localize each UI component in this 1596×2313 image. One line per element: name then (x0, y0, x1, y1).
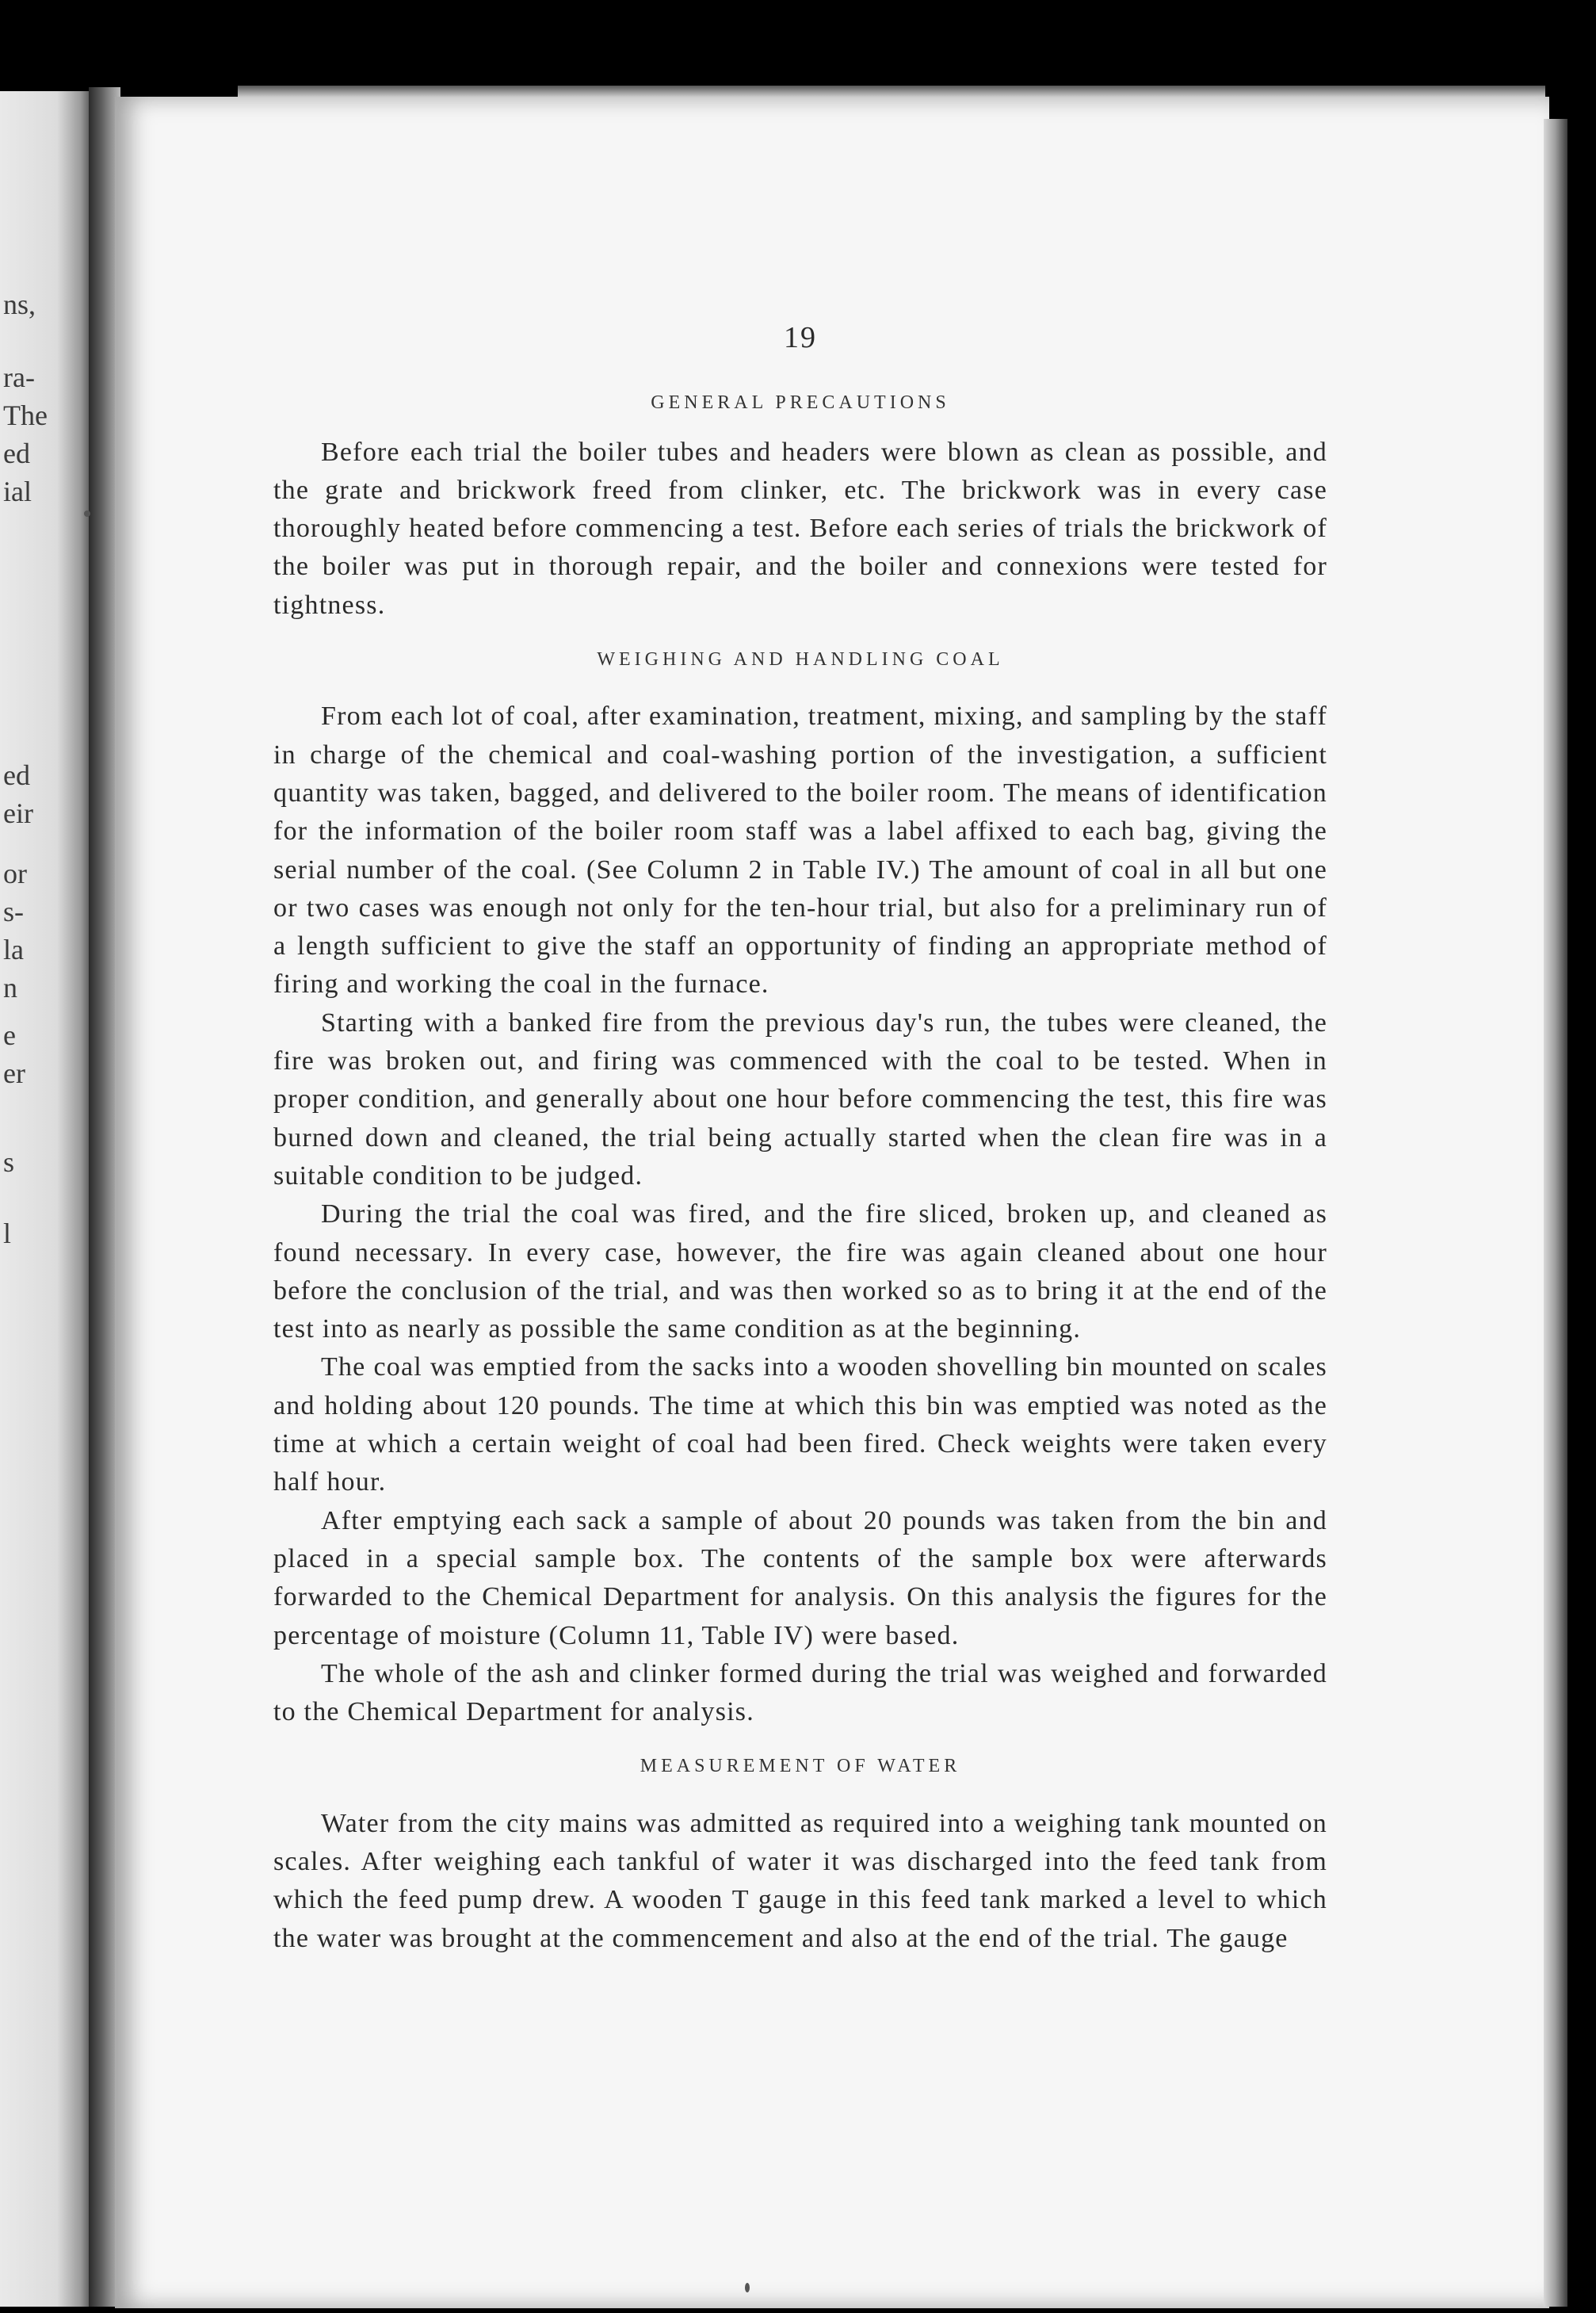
left-fragment: ed (3, 759, 30, 791)
left-fragment: la (3, 934, 24, 965)
paragraph: The coal was emptied from the sacks into a wooden shovelling bin mounted on scales and holding about 120 pounds. The time at which this bin was emptied was noted as the time at which a certain weight of coal had been fired. Check weights were taken every half hour. (273, 1352, 1327, 1497)
book-page (115, 97, 1549, 2308)
section-heading: WEIGHING AND HANDLING COAL (597, 649, 1004, 671)
section-heading: MEASUREMENT OF WATER (640, 1756, 961, 1777)
dust-speck (84, 510, 90, 517)
left-fragment: ed (3, 438, 30, 469)
page-right-edge (1544, 119, 1567, 2307)
left-fragment: s (3, 1146, 15, 1178)
paragraph: Starting with a banked fire from the previous day's run, the tubes were cleaned, the fire was broken out, and firing was commenced with the coal to be tested. When in proper condition, and generally about one hour before commencing the test, this fire was burned down and cleaned, the trial being actually started when the clean fire was in a suitable condition to be judged. (273, 1007, 1327, 1191)
page-top-edge (238, 86, 1545, 97)
left-fragment: ial (3, 476, 32, 507)
paragraph: After emptying each sack a sample of about 20 pounds was taken from the bin and placed in a special sample box. The contents of the sample box were afterwards forwarded to the Chemical Department for analysis. On this analysis the figures for the percentage of moisture (Column 11, Table IV) were based. (273, 1505, 1327, 1650)
left-fragment: The (3, 400, 48, 431)
left-fragment: eir (3, 797, 33, 829)
paragraph: Water from the city mains was admitted as required into a weighing tank mounted on scales. After weighing each tankful of water it was discharged into the feed tank from which the feed pump drew. A wooden T gauge in this feed tank marked a level to which the water was brought at the commencement and also at the end of the trial. The gauge (273, 1808, 1327, 1953)
paragraph: Before each trial the boiler tubes and headers were blown as clean as possible, and the grate and brickwork freed from clinker, etc. The brickwork was in every case thoroughly heated before commencing a test. Before each series of trials the brickwork of the boiler was put in thorough repair, and the boiler and connexions were tested for tightness. (273, 437, 1327, 620)
dust-speck (745, 2283, 750, 2292)
paragraph: From each lot of coal, after examination, treatment, mixing, and sampling by the staff in charge of the chemical and coal-washing portion of the investigation, a sufficient quantity was taken, bagged, and delivered to the boiler room. The means of identification for the information of the boiler room staff was a label affixed to each bag, giving the serial number of the coal. (See Column 2 in Table IV.) The amount of coal in all but one or two cases was enough not only for the ten-hour trial, but also for a preliminary run of a length sufficient to give the staff an opportunity of finding an appropriate method of firing and working the coal in the furnace. (273, 702, 1327, 1000)
page-text (273, 319, 1327, 1958)
left-fragment: er (3, 1057, 25, 1089)
left-page-sliver (0, 91, 95, 2307)
left-fragment: e (3, 1019, 16, 1051)
left-fragment: l (3, 1218, 12, 1249)
paragraph: The whole of the ash and clinker formed during the trial was weighed and forwarded to the Chemical Department for analysis. (273, 1658, 1327, 1727)
left-fragment: ns, (3, 289, 36, 320)
left-fragment: or (3, 858, 27, 889)
paragraph: During the trial the coal was fired, and the fire sliced, broken up, and cleaned as found necessary. In every case, however, the fire was again cleaned about one hour before the conclusion of the trial, and was then worked so as to bring it at the end of the test into as nearly as possible the same condition as at the beginning. (273, 1199, 1327, 1344)
left-fragment: s- (3, 896, 24, 927)
left-fragment: n (3, 972, 17, 1004)
left-fragment: ra- (3, 361, 35, 393)
page-number: 19 (784, 321, 817, 354)
section-heading: GENERAL PRECAUTIONS (651, 392, 950, 414)
